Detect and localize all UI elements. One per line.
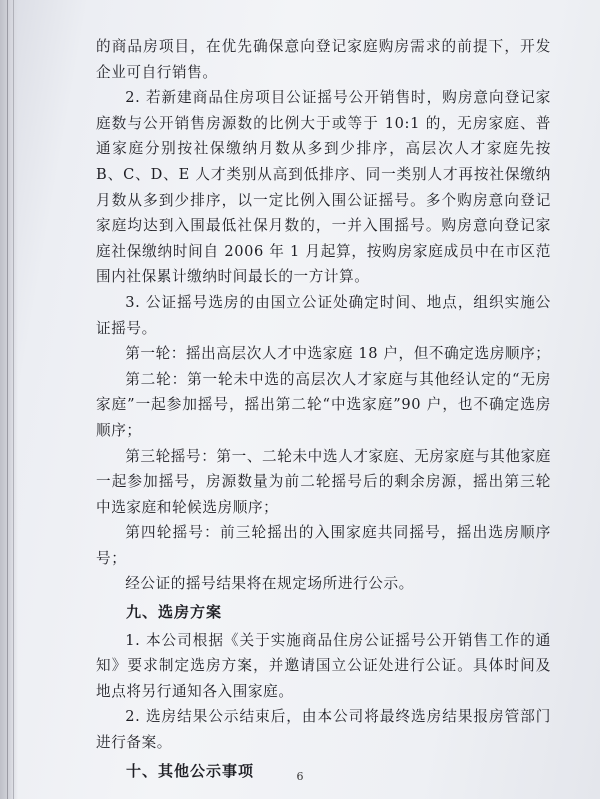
paragraph: 经公证的摇号结果将在规定场所进行公示。: [125, 575, 414, 593]
section-heading: 十、其他公示事项: [126, 761, 255, 780]
paragraph: 第二轮：第一轮未中选的高层次人才家庭与其他经认定的“无房家庭”一起参加摇号，摇出第二轮“中选家庭”90 户，也不确定选房顺序；: [96, 370, 551, 439]
page-number: 6: [296, 770, 304, 783]
page-edge-line: [7, 0, 8, 799]
paragraph: 2. 若新建商品住房项目公证摇号公开销售时，购房意向登记家庭数与公开销售房源数的比例大于或等于 10:1 的，无房家庭、普通家庭分别按社保缴纳月数从多到少排序，高层次人才家庭先按 B、C、D、E 人才类别从高到低排序、同一类别人才再按社保缴纳月数从多到少排序，以一定比例入围公证摇号。多个购房意向登记家庭均达到入围最低社保月数的，一并入围摇号。购房意向登记家庭社保缴纳时间自 2006 年 1 月起算，按购房家庭成员中在市区范围内社保累计缴纳时间最长的一方计算。: [96, 89, 551, 286]
paragraph: 3. 公证摇号选房的由国立公证处确定时间、地点，组织实施公证摇号。: [96, 293, 551, 337]
document-body: [96, 34, 551, 786]
paragraph: 第四轮摇号：前三轮摇出的入围家庭共同摇号，摇出选房顺序号；: [96, 524, 551, 567]
paragraph: 2. 选房结果公示结束后，由本公司将最终选房结果报房管部门进行备案。: [96, 708, 551, 752]
section-heading: 九、选房方案: [126, 603, 223, 622]
paragraph: 的商品房项目，在优先确保意向登记家庭购房需求的前提下，开发企业可自行销售。: [96, 38, 551, 81]
paragraph: 第三轮摇号：第一、二轮未中选人才家庭、无房家庭与其他家庭一起参加摇号，房源数量为前二轮摇号后的剩余房源，摇出第三轮中选家庭和轮候选房顺序；: [96, 447, 551, 516]
page-edge-line: [13, 0, 14, 799]
paragraph: 1. 本公司根据《关于实施商品住房公证摇号公开销售工作的通知》要求制定选房方案，并邀请国立公证处进行公证。具体时间及地点将另行通知各入围家庭。: [96, 631, 551, 700]
page-edge-shadow: [0, 0, 18, 799]
paragraph: 第一轮：摇出高层次人才中选家庭 18 户，但不确定选房顺序；: [125, 345, 551, 363]
